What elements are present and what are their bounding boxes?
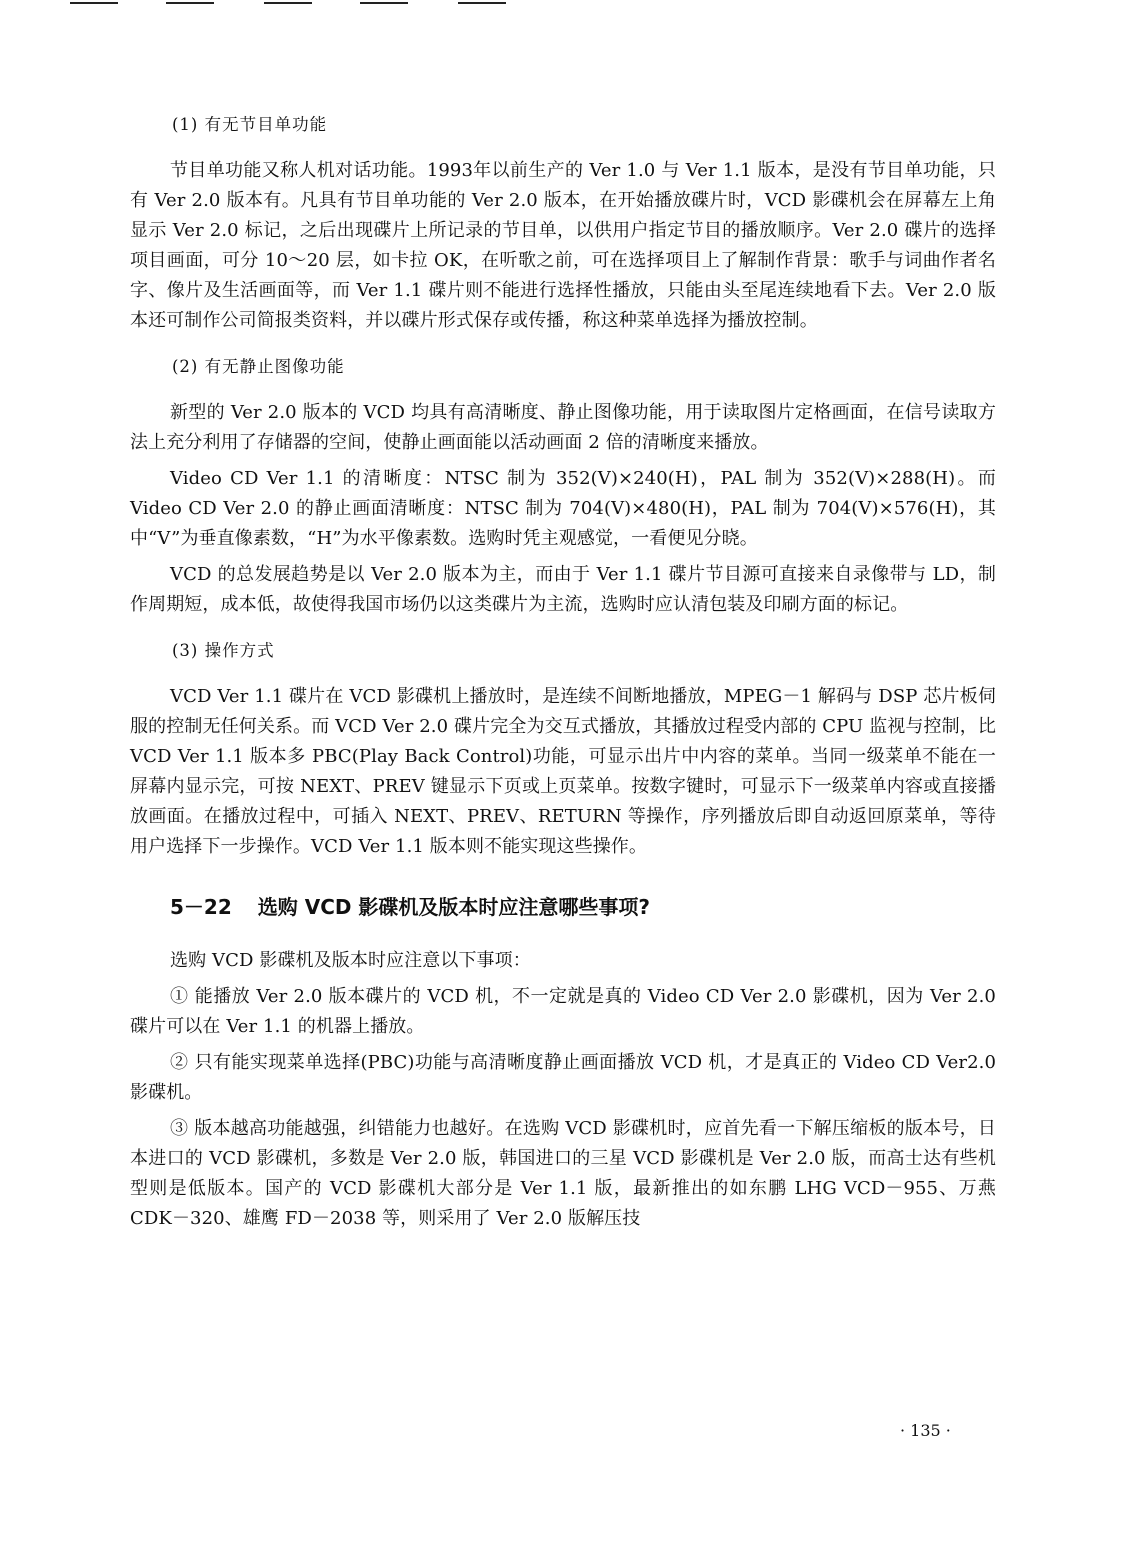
subsection-title-3: (3) 操作方式 [172,641,275,660]
paragraph: VCD Ver 1.1 碟片在 VCD 影碟机上播放时，是连续不间断地播放，MPEG－1 解码与 DSP 芯片板伺服的控制无任何关系。而 VCD Ver 2.0 碟片完全为交互式播放，其播放过程受内部的 CPU 监视与控制，比 VCD Ver 1.1 版本多 PBC(Play Back Control)功能，可显示出片中内容的菜单。当同一级菜单不能在一屏幕内显示完，可按 NEXT、PREV 键显示下页或上页菜单。按数字键时，可显示下一级菜单内容或直接播放画面。在播放过程中，可插入 NEXT、PREV、RETURN 等操作，序列播放后即自动返回原菜单，等待用户选择下一步操作。VCD Ver 1.1 版本则不能实现这些操作。 [130,686,996,857]
top-rules [0,0,1122,10]
top-rule [70,2,118,4]
paragraph: ③ 版本越高功能越强，纠错能力也越好。在选购 VCD 影碟机时，应首先看一下解压缩板的版本号，日本进口的 VCD 影碟机，多数是 Ver 2.0 版，韩国进口的三星 VCD 影碟机是 Ver 2.0 版，而高士达有些机型则是低版本。国产的 VCD 影碟机大部分是 Ver 1.1 版，最新推出的如东鹏 LHG VCD－955、万燕 CDK－320、雄鹰 FD－2038 等，则采用了 Ver 2.0 版解压技 [130,1118,996,1229]
subsection-title-2: (2) 有无静止图像功能 [172,357,345,376]
section-heading-text: 选购 VCD 影碟机及版本时应注意哪些事项? [257,895,651,919]
section-heading [170,892,996,922]
page-number: · 135 · [900,1421,951,1440]
top-rule [166,2,214,4]
section-heading-number: 5－22 [170,895,232,919]
paragraph: ② 只有能实现菜单选择(PBC)功能与高清晰度静止画面播放 VCD 机，才是真正的 Video CD Ver2.0 影碟机。 [130,1052,996,1103]
subsection-title-1: (1) 有无节目单功能 [172,115,328,134]
page-body [130,112,996,1240]
paragraph: 节目单功能又称人机对话功能。1993年以前生产的 Ver 1.0 与 Ver 1.1 版本，是没有节目单功能，只有 Ver 2.0 版本有。凡具有节目单功能的 Ver 2.0 版本，在开始播放碟片时，VCD 影碟机会在屏幕左上角显示 Ver 2.0 标记，之后出现碟片上所记录的节目单，以供用户指定节目的播放顺序。Ver 2.0 碟片的选择项目画面，可分 10～20 层，如卡拉 OK，在听歌之前，可在选择项目上了解制作背景：歌手与词曲作者名字、像片及生活画面等，而 Ver 1.1 碟片则不能进行选择性播放，只能由头至尾连续地看下去。Ver 2.0 版本还可制作公司简报类资料，并以碟片形式保存或传播，称这种菜单选择为播放控制。 [130,160,996,331]
top-rule [360,2,408,4]
paragraph: Video CD Ver 1.1 的清晰度：NTSC 制为 352(V)×240(H)，PAL 制为 352(V)×288(H)。而 Video CD Ver 2.0 的静止画面清晰度：NTSC 制为 704(V)×480(H)，PAL 制为 704(V)×576(H)，其中“V”为垂直像素数，“H”为水平像素数。选购时凭主观感觉，一看便见分晓。 [130,468,996,549]
paragraph: 选购 VCD 影碟机及版本时应注意以下事项： [170,950,531,971]
paragraph: ① 能播放 Ver 2.0 版本碟片的 VCD 机，不一定就是真的 Video CD Ver 2.0 影碟机，因为 Ver 2.0 碟片可以在 Ver 1.1 的机器上播放。 [130,986,996,1037]
paragraph: 新型的 Ver 2.0 版本的 VCD 均具有高清晰度、静止图像功能，用于读取图片定格画面，在信号读取方法上充分利用了存储器的空间，使静止画面能以活动画面 2 倍的清晰度来播放。 [130,402,996,453]
top-rule [458,2,506,4]
top-rule [264,2,312,4]
paragraph: VCD 的总发展趋势是以 Ver 2.0 版本为主，而由于 Ver 1.1 碟片节目源可直接来自录像带与 LD，制作周期短，成本低，故使得我国市场仍以这类碟片为主流，选购时应认清包装及印刷方面的标记。 [130,564,996,615]
